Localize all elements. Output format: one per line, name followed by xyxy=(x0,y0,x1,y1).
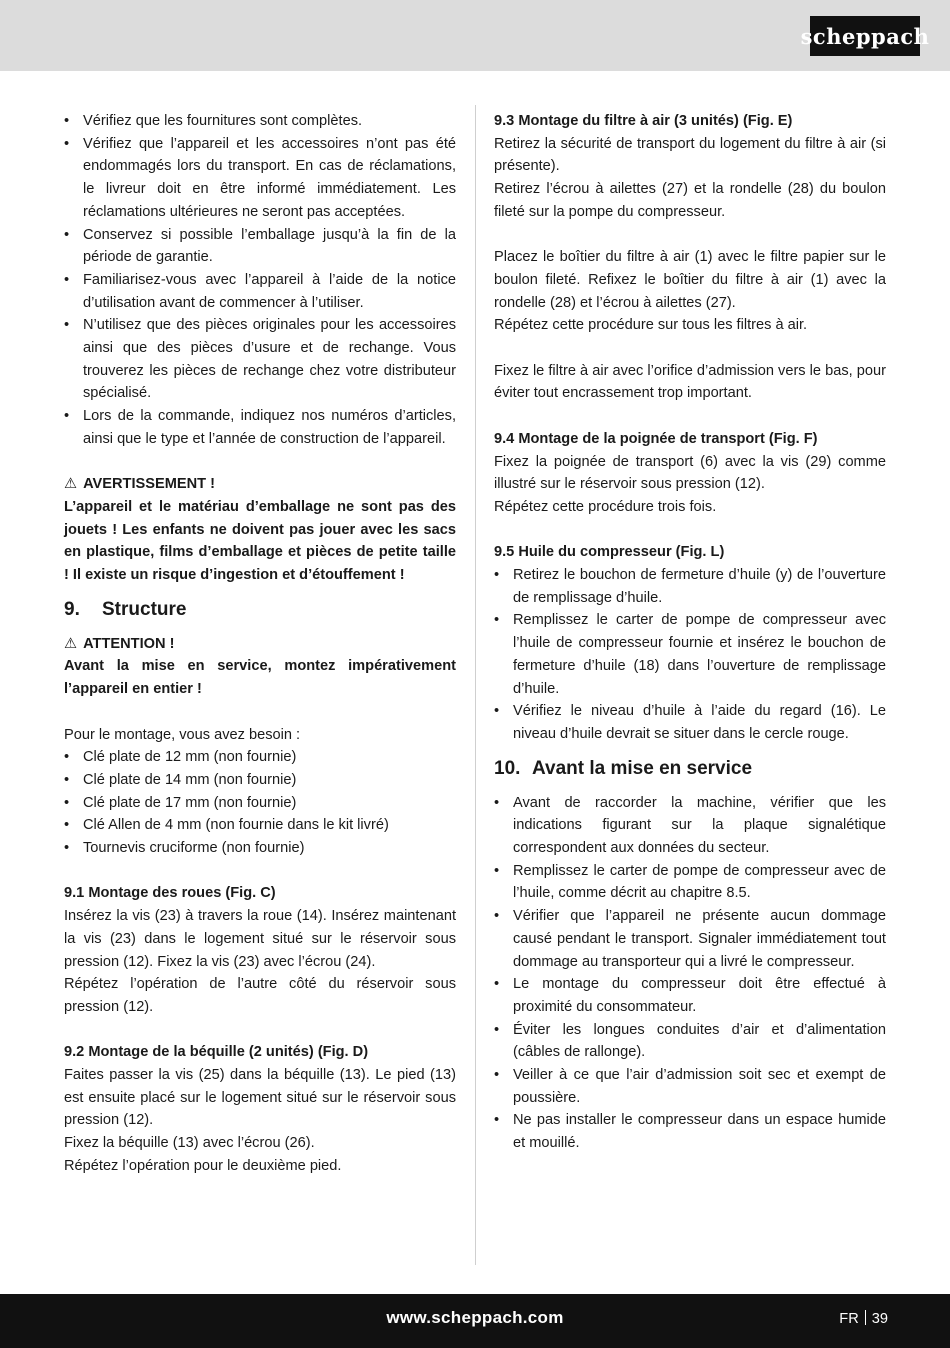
section-number: 9. xyxy=(64,598,80,620)
paragraph: Répétez l’opération de l’autre côté du réservoir sous pression (12). xyxy=(64,976,456,1015)
paragraph: Répétez l’opération pour le deuxième pied. xyxy=(64,1157,342,1174)
list-item: • Le montage du compresseur doit être effectué à proximité du consommateur. xyxy=(494,973,886,1018)
warning-text: L’appareil et le matériau d’emballage ne sont pas des jouets ! Les enfants ne doivent pas jouer avec les sacs en plastique, films d’emballage et pièces de petite taille ! Il existe un risque d’ingestion et d’étouffement ! xyxy=(64,498,456,584)
warning-heading xyxy=(64,473,456,496)
separator xyxy=(865,1310,866,1325)
subsection-9-3-title: 9.3 Montage du filtre à air (3 unités) (Fig. E) xyxy=(494,113,793,129)
list-item: • Remplissez le carter de pompe de compresseur avec de l’huile, comme décrit au chapitre 8.5. xyxy=(494,860,886,905)
section-title: Avant la mise en service xyxy=(532,757,753,779)
page-header xyxy=(0,0,950,71)
list-item: • Conservez si possible l’emballage jusqu’à la fin de la période de garantie. xyxy=(64,224,456,269)
brand-logo: scheppach xyxy=(810,16,920,56)
left-column xyxy=(64,110,456,1178)
tools-list xyxy=(64,746,456,860)
section-number: 10. xyxy=(494,757,521,779)
column-divider xyxy=(475,105,476,1265)
paragraph: Fixez le filtre à air avec l’orifice d’admission vers le bas, pour éviter tout encrassement trop important. xyxy=(494,362,886,402)
list-item: • Veiller à ce que l’air d’admission soit sec et exempt de poussière. xyxy=(494,1064,886,1109)
list-item: • Ne pas installer le compresseur dans un espace humide et mouillé. xyxy=(494,1109,886,1154)
subsection-9-2-title: 9.2 Montage de la béquille (2 unités) (Fig. D) xyxy=(64,1044,369,1061)
list-item: • Vérifiez que l’appareil et les accessoires n’ont pas été endommagés lors du transport. En cas de réclamations, le livreur doit en être informé immédiatement. Les réclamations ultérieures ne seront pas acceptées. xyxy=(64,133,456,224)
warning-title: AVERTISSEMENT ! xyxy=(83,476,215,493)
intro-list xyxy=(64,110,456,451)
paragraph: Fixez la béquille (13) avec l’écrou (26). xyxy=(64,1135,315,1152)
paragraph: Retirez la sécurité de transport du logement du filtre à air (si présente). xyxy=(494,135,886,175)
section-9-heading xyxy=(64,597,456,623)
list-item: • Lors de la commande, indiquez nos numéros d’articles, ainsi que le type et l’année de construction de l’appareil. xyxy=(64,405,456,450)
attention-title: ATTENTION ! xyxy=(83,635,175,652)
list-item: • Clé plate de 14 mm (non fournie) xyxy=(64,769,456,792)
language-code: FR xyxy=(839,1311,859,1327)
list-item: • Clé plate de 12 mm (non fournie) xyxy=(64,746,456,769)
subsection-9-5-title: 9.5 Huile du compresseur (Fig. L) xyxy=(494,544,725,561)
page-footer xyxy=(0,1294,950,1348)
oil-list xyxy=(494,564,886,746)
paragraph: Placez le boîtier du filtre à air (1) avec le filtre papier sur le boulon fileté. Refixez le boîtier du filtre à air (1) avec la rondelle (28) et l’écrou à ailettes (27). xyxy=(494,249,886,311)
list-item: • Retirez le bouchon de fermeture d’huile (y) de l’ouverture de remplissage d’huile. xyxy=(494,564,886,609)
subsection-9-1-title: 9.1 Montage des roues (Fig. C) xyxy=(64,885,276,902)
list-item: • Vérifiez que les fournitures sont complètes. xyxy=(64,110,456,133)
list-item: • Clé Allen de 4 mm (non fournie dans le kit livré) xyxy=(64,814,456,837)
section-title: Structure xyxy=(102,598,187,620)
list-item: • Vérifiez le niveau d’huile à l’aide du regard (16). Le niveau d’huile devrait se situer dans le cercle rouge. xyxy=(494,700,886,745)
warning-triangle-icon: ⚠ xyxy=(64,635,78,652)
list-item: • Éviter les longues conduites d’air et d’alimentation (câbles de rallonge). xyxy=(494,1019,886,1064)
attention-text: Avant la mise en service, montez impérativement l’appareil en entier ! xyxy=(64,658,456,698)
paragraph: Fixez la poignée de transport (6) avec la vis (29) comme illustré sur le réservoir sous pression (12). xyxy=(494,453,886,493)
paragraph: Répétez cette procédure trois fois. xyxy=(494,498,717,515)
list-item: • Vérifier que l’appareil ne présente aucun dommage causé pendant le transport. Signaler immédiatement tout dommage au transporteur qui a livré le compresseur. xyxy=(494,905,886,973)
tools-intro: Pour le montage, vous avez besoin : xyxy=(64,726,301,743)
list-item: • Tournevis cruciforme (non fournie) xyxy=(64,837,456,860)
commissioning-list xyxy=(494,792,886,1155)
warning-triangle-icon: ⚠ xyxy=(64,476,78,493)
paragraph: Faites passer la vis (25) dans la béquille (13). Le pied (13) est ensuite placé sur le logement situé sur le réservoir sous pression (12). xyxy=(64,1067,456,1129)
paragraph: Insérez la vis (23) à travers la roue (14). Insérez maintenant la vis (23) dans le logement situé sur le réservoir sous pression (12). Fixez la vis (23) avec l’écrou (24). xyxy=(64,908,456,970)
website-link[interactable]: www.scheppach.com xyxy=(386,1308,564,1327)
paragraph: Répétez cette procédure sur tous les filtres à air. xyxy=(494,317,808,334)
list-item: • N’utilisez que des pièces originales pour les accessoires ainsi que des pièces d’usure et de rechange. Vous trouverez les pièces de rechange chez votre distributeur spécialisé. xyxy=(64,314,456,405)
page-num: 39 xyxy=(871,1311,888,1327)
right-column xyxy=(494,110,886,1155)
list-item: • Remplissez le carter de pompe de compresseur avec l’huile de compresseur fournie et insérez le bouchon de fermeture d’huile (18) dans l’ouverture de remplissage d’huile. xyxy=(494,609,886,700)
list-item: • Avant de raccorder la machine, vérifier que les indications figurant sur la plaque signalétique correspondent aux données du secteur. xyxy=(494,792,886,860)
list-item: • Clé plate de 17 mm (non fournie) xyxy=(64,792,456,815)
attention-heading xyxy=(64,633,456,656)
subsection-9-4-title: 9.4 Montage de la poignée de transport (Fig. F) xyxy=(494,430,818,447)
list-item: • Familiarisez-vous avec l’appareil à l’aide de la notice d’utilisation avant de commencer à l’utiliser. xyxy=(64,269,456,314)
paragraph: Retirez l’écrou à ailettes (27) et la rondelle (28) du boulon fileté sur la pompe du compresseur. xyxy=(494,181,886,220)
page-number xyxy=(839,1310,888,1327)
section-10-heading xyxy=(494,756,886,782)
